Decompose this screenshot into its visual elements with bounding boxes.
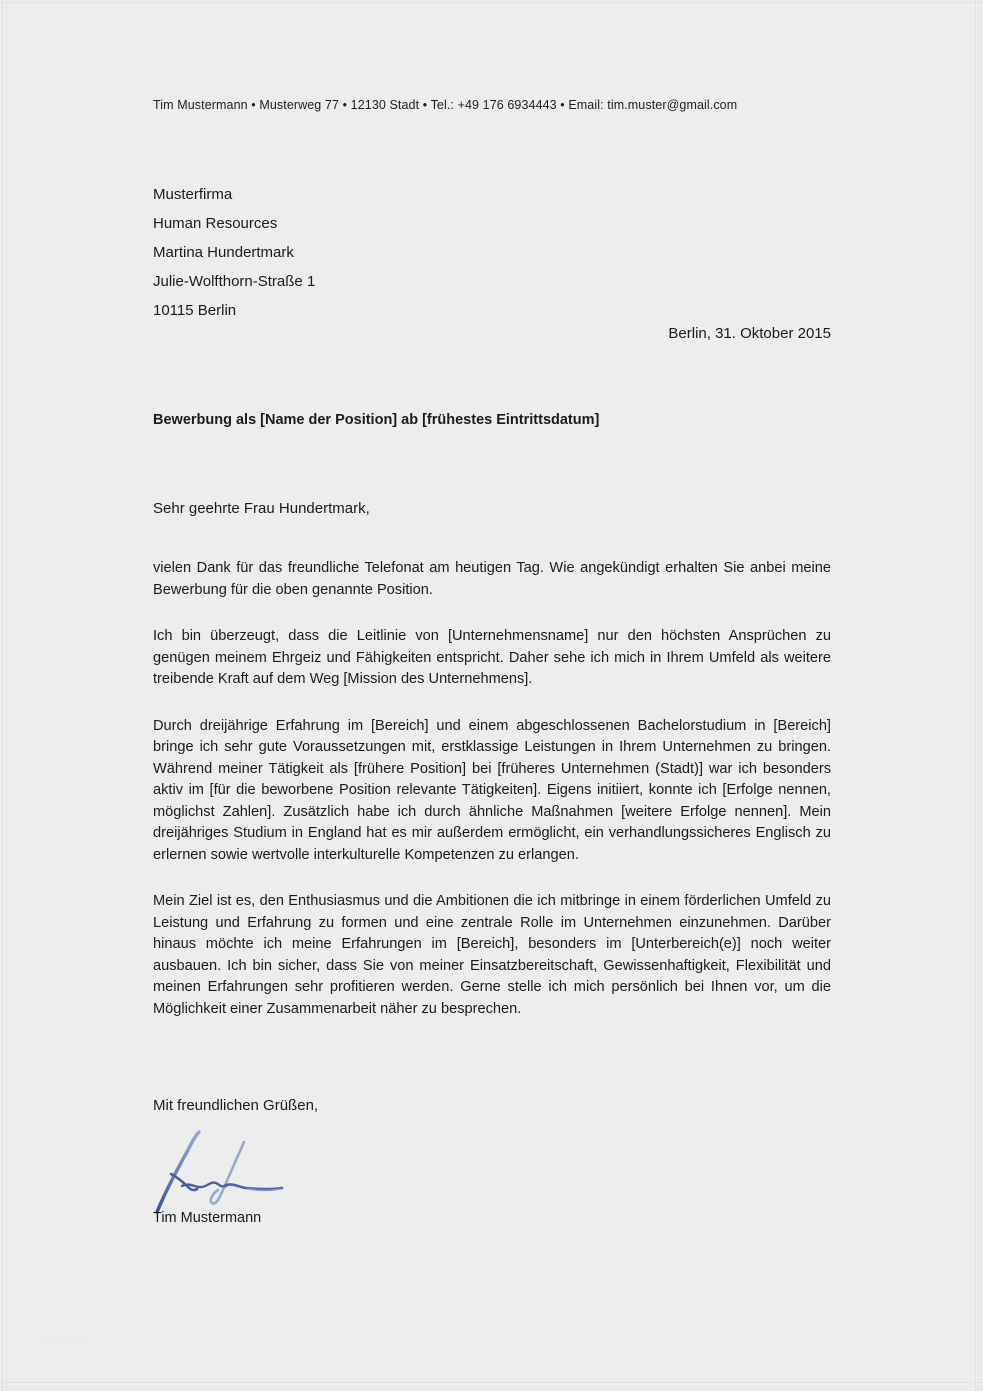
page-edge-right-outer <box>979 0 980 1391</box>
page-edge-top <box>0 2 983 3</box>
signature-image <box>152 1126 302 1216</box>
body-paragraph-3: Durch dreijährige Erfahrung im [Bereich] und einem abgeschlossenen Bachelorstudium in [Bereich] bringe ich sehr gute Voraussetzungen mit, erstklassige Leistungen in Ihrem Unternehmen zu bringen. Während meiner Tätigkeit als [frühere Position] bei [früheres Unternehmen (Stadt)] war ich besonders aktiv im [für die beworbene Position relevante Tätigkeiten]. Eigens initiiert, konnte ich [Erfolge nennen, möglichst Zahlen]. Zusätzlich habe ich durch ähnliche Maßnahmen [weitere Erfolge nennen]. Mein dreijähriges Studium in England hat es mir außerdem ermöglicht, ein verhandlungssicheres Englisch zu erlernen sowie wertvolle interkulturelle Kompetenzen zu erlangen. <box>153 717 831 863</box>
body-paragraph-4: Mein Ziel ist es, den Enthusiasmus und die Ambitionen die ich mitbringe in einem förderlichen Umfeld zu Leistung und Erfahrung zu formen und eine zentrale Rolle im Unternehmen einzunehmen. Darüber hinaus möchte ich meine Erfahrungen im [Bereich], besonders im [Unterbereich(e)] noch weiter ausbauen. Ich bin sicher, dass Sie von meiner Einsatzbereitschaft, Gewissenhaftigkeit, Flexibilität und meinen Erfahrungen sehr profitieren werden. Gerne stelle ich mich persönlich bei Ihnen vor, um die Möglichkeit einer Zusammenarbeit näher zu besprechen. <box>153 893 831 1017</box>
body-paragraph-1: vielen Dank für das freundliche Telefonat am heutigen Tag. Wie angekündigt erhalten Sie anbei meine Bewerbung für die oben genannte Position. <box>153 560 831 598</box>
letter-body <box>153 558 831 1020</box>
page-edge-left-outer <box>2 0 3 1391</box>
page-edge-right-inner <box>975 0 976 1391</box>
recipient-line-person: Martina Hundertmark <box>153 244 294 261</box>
page-watermark: lepaob <box>40 1332 83 1347</box>
salutation: Sehr geehrte Frau Hundertmark, <box>153 500 370 517</box>
page-edge-bottom-outer <box>0 1387 983 1388</box>
body-paragraph-2: Ich bin überzeugt, dass die Leitlinie von [Unternehmensname] nur den höchsten Ansprüchen zu genügen meinem Ehrgeiz und Fähigkeiten entspricht. Daher sehe ich mich in Ihrem Umfeld als weitere treibende Kraft auf dem Weg [Mission des Unternehmens]. <box>153 628 831 687</box>
signature-icon <box>152 1126 302 1216</box>
signer-name: Tim Mustermann <box>153 1210 262 1226</box>
recipient-line-company: Musterfirma <box>153 186 233 203</box>
page-edge-left-inner <box>6 0 7 1391</box>
closing-salutation: Mit freundlichen Grüßen, <box>153 1097 319 1114</box>
recipient-line-city: 10115 Berlin <box>153 302 237 319</box>
subject-line: Bewerbung als [Name der Position] ab [frühestes Eintrittsdatum] <box>153 412 600 428</box>
date-line: Berlin, 31. Oktober 2015 <box>668 325 831 342</box>
recipient-address-block <box>153 180 653 325</box>
page-edge-bottom-inner <box>0 1382 983 1383</box>
recipient-line-street: Julie-Wolfthorn-Straße 1 <box>153 273 316 290</box>
recipient-line-department: Human Resources <box>153 215 278 232</box>
sender-header-line: Tim Mustermann • Musterweg 77 • 12130 Stadt • Tel.: +49 176 6934443 • Email: tim.muster@gmail.com <box>153 98 738 112</box>
